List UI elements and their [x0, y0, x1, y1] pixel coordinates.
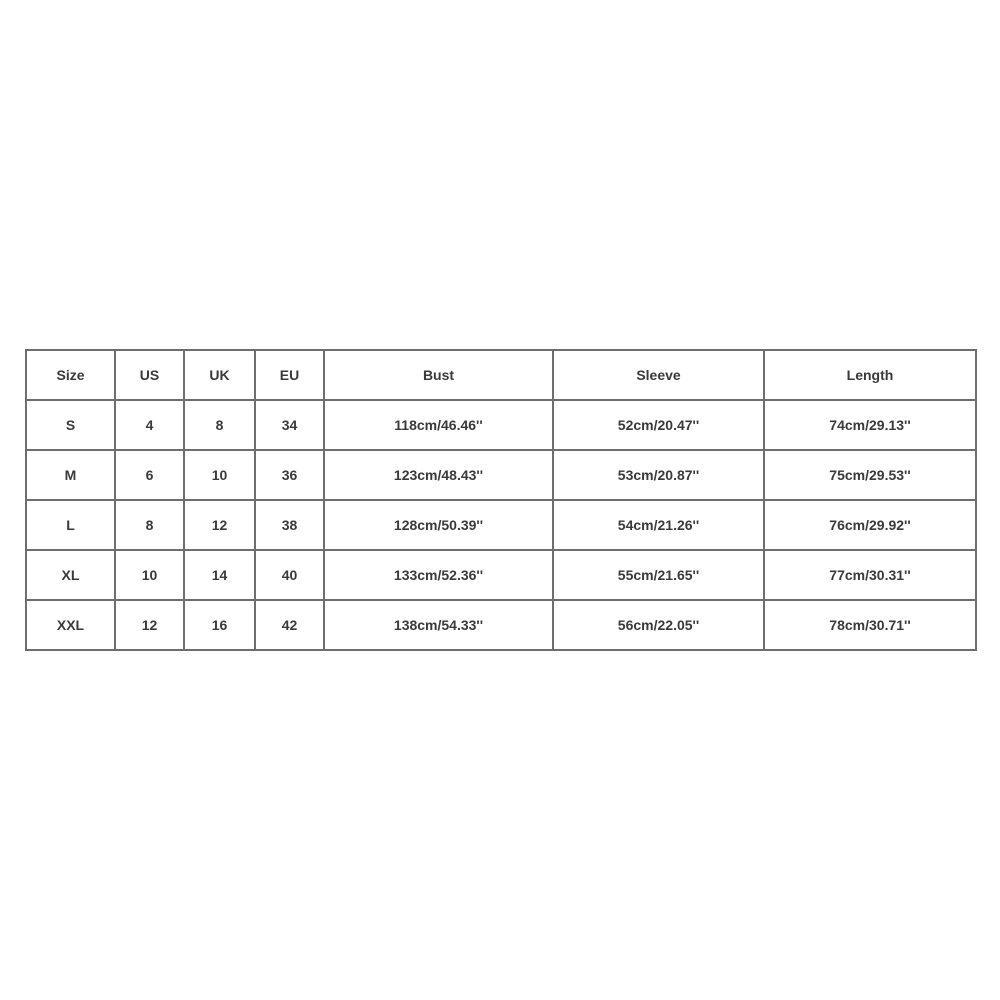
cell-bust: 123cm/48.43'' — [324, 450, 553, 500]
cell-uk: 12 — [184, 500, 255, 550]
cell-eu: 40 — [255, 550, 324, 600]
cell-size: XL — [26, 550, 115, 600]
cell-sleeve: 56cm/22.05'' — [553, 600, 764, 650]
cell-bust: 138cm/54.33'' — [324, 600, 553, 650]
cell-uk: 8 — [184, 400, 255, 450]
cell-eu: 42 — [255, 600, 324, 650]
table-row — [26, 400, 976, 450]
table-row — [26, 550, 976, 600]
cell-bust: 118cm/46.46'' — [324, 400, 553, 450]
header-us: US — [115, 350, 184, 400]
size-chart-table — [25, 349, 977, 651]
table-row — [26, 600, 976, 650]
cell-length: 74cm/29.13'' — [764, 400, 976, 450]
cell-eu: 38 — [255, 500, 324, 550]
cell-eu: 36 — [255, 450, 324, 500]
cell-bust: 133cm/52.36'' — [324, 550, 553, 600]
cell-uk: 14 — [184, 550, 255, 600]
header-eu: EU — [255, 350, 324, 400]
table-row — [26, 450, 976, 500]
cell-us: 12 — [115, 600, 184, 650]
cell-sleeve: 55cm/21.65'' — [553, 550, 764, 600]
cell-sleeve: 52cm/20.47'' — [553, 400, 764, 450]
cell-sleeve: 54cm/21.26'' — [553, 500, 764, 550]
header-uk: UK — [184, 350, 255, 400]
cell-size: S — [26, 400, 115, 450]
cell-length: 77cm/30.31'' — [764, 550, 976, 600]
header-length: Length — [764, 350, 976, 400]
cell-length: 78cm/30.71'' — [764, 600, 976, 650]
cell-us: 10 — [115, 550, 184, 600]
cell-size: XXL — [26, 600, 115, 650]
cell-length: 76cm/29.92'' — [764, 500, 976, 550]
cell-bust: 128cm/50.39'' — [324, 500, 553, 550]
cell-size: L — [26, 500, 115, 550]
cell-us: 6 — [115, 450, 184, 500]
cell-us: 4 — [115, 400, 184, 450]
table-row — [26, 500, 976, 550]
cell-size: M — [26, 450, 115, 500]
cell-uk: 16 — [184, 600, 255, 650]
cell-length: 75cm/29.53'' — [764, 450, 976, 500]
cell-uk: 10 — [184, 450, 255, 500]
header-bust: Bust — [324, 350, 553, 400]
header-sleeve: Sleeve — [553, 350, 764, 400]
header-row — [26, 350, 976, 400]
cell-us: 8 — [115, 500, 184, 550]
cell-sleeve: 53cm/20.87'' — [553, 450, 764, 500]
header-size: Size — [26, 350, 115, 400]
cell-eu: 34 — [255, 400, 324, 450]
